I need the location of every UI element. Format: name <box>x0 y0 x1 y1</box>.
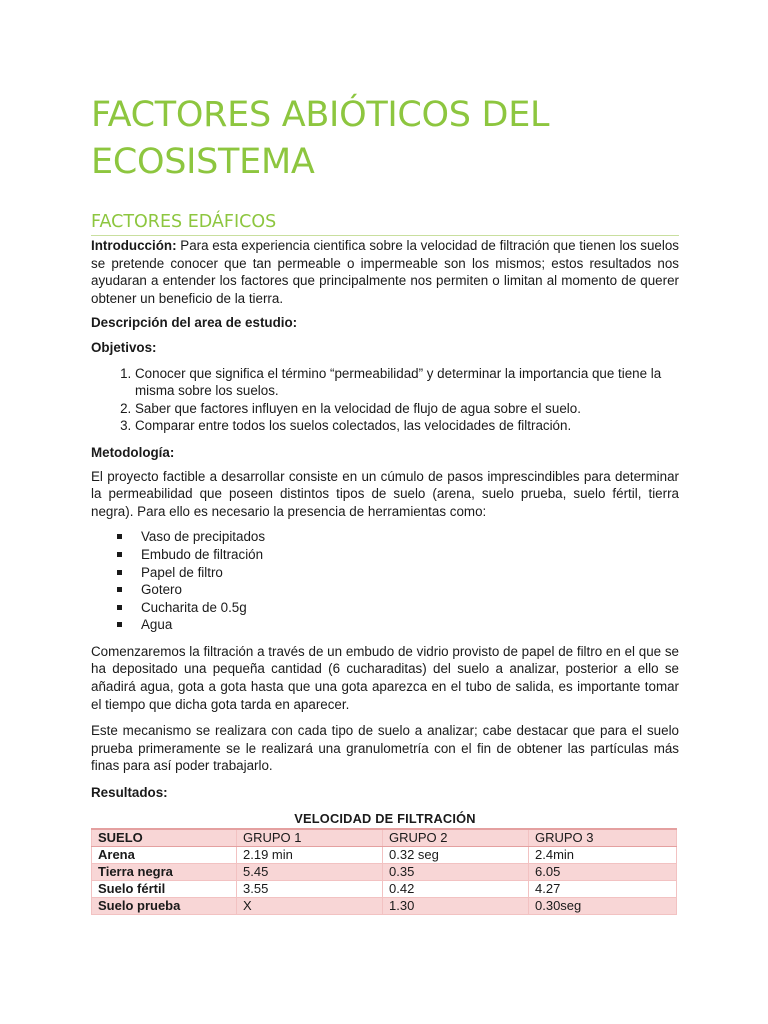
table-cell: Arena <box>92 847 237 864</box>
table-cell: Suelo prueba <box>92 898 237 915</box>
document-content <box>91 92 679 915</box>
square-bullet-icon <box>117 534 122 539</box>
tool-item <box>141 581 679 599</box>
methodology-heading: Metodología: <box>91 444 175 460</box>
table-header-row <box>92 829 677 847</box>
tool-label: Gotero <box>141 582 182 598</box>
intro-text: Para esta experiencia cientifica sobre la velocidad de filtración que tienen los suelos se pretende conocer que tan permeable o impermeable son los mismos; estos resultados nos ayudaran a entender los factores que principalmente nos permiten o limitan al momento de querer obtener un beneficio de la tierra. <box>91 238 679 306</box>
table-cell: 3.55 <box>237 881 383 898</box>
tools-list <box>91 528 679 634</box>
objectives-heading: Objetivos: <box>91 339 157 355</box>
table-cell: 0.35 <box>383 864 529 881</box>
tool-item <box>141 564 679 582</box>
title-line-2: ECOSISTEMA <box>91 142 315 182</box>
tool-label: Vaso de precipitados <box>141 529 266 545</box>
square-bullet-icon <box>117 570 122 575</box>
square-bullet-icon <box>117 587 122 592</box>
objective-item: 2. Saber que factores influyen en la velocidad de flujo de agua sobre el suelo. <box>135 400 679 418</box>
table-cell: X <box>237 898 383 915</box>
objective-item: 1. Conocer que significa el término “permeabilidad” y determinar la importancia que tiene la misma sobre los suelos. <box>135 365 679 400</box>
tool-item <box>141 528 679 546</box>
table-header-cell: GRUPO 3 <box>529 829 677 847</box>
square-bullet-icon <box>117 622 122 627</box>
tool-label: Agua <box>141 617 173 633</box>
title-line-1: FACTORES ABIÓTICOS DEL <box>91 95 550 135</box>
filtration-table <box>91 828 677 915</box>
table-cell: 0.32 seg <box>383 847 529 864</box>
intro-paragraph <box>91 237 679 307</box>
methodology-paragraph: El proyecto factible a desarrollar consiste en un cúmulo de pasos imprescindibles para determinar la permeabilidad que poseen distintos tipos de suelo (arena, suelo prueba, suelo fértil, tierra negra). Para ello es necesario la presencia de herramientas como: <box>91 468 679 519</box>
square-bullet-icon <box>117 605 122 610</box>
table-row <box>92 847 677 864</box>
table-cell: Suelo fértil <box>92 881 237 898</box>
tool-label: Embudo de filtración <box>141 546 264 562</box>
table-cell: 0.30seg <box>529 898 677 915</box>
objective-item: 3. Comparar entre todos los suelos colectados, las velocidades de filtración. <box>135 417 679 435</box>
square-bullet-icon <box>117 552 122 557</box>
procedure-paragraph-1: Comenzaremos la filtración a través de un embudo de vidrio provisto de papel de filtro en el que se ha depositado una pequeña cantidad (6 cucharaditas) del suelo a analizar, posterior a ello se añadirá agua, gota a gota hasta que una gota aparezca en el tubo de salida, es importante tomar el tiempo que dicha gota tarda en aparecer. <box>91 643 679 712</box>
objectives-list <box>91 365 679 435</box>
table-cell: Tierra negra <box>92 864 237 881</box>
table-cell: 5.45 <box>237 864 383 881</box>
section-title: FACTORES EDÁFICOS <box>91 211 679 236</box>
table-header-cell: SUELO <box>92 829 237 847</box>
table-cell: 2.19 min <box>237 847 383 864</box>
table-cell: 1.30 <box>383 898 529 915</box>
description-heading: Descripción del area de estudio: <box>91 315 298 331</box>
tool-item <box>141 616 679 634</box>
tool-label: Papel de filtro <box>141 564 223 580</box>
table-row <box>92 864 677 881</box>
procedure-paragraph-2: Este mecanismo se realizara con cada tipo de suelo a analizar; cabe destacar que para el suelo prueba primeramente se le realizará una granulometría con el fin de obtener las partículas más finas para así poder trabajarlo. <box>91 723 679 774</box>
table-title: VELOCIDAD DE FILTRACIÓN <box>294 810 476 826</box>
table-row <box>92 881 677 898</box>
tool-item <box>141 599 679 617</box>
table-header-cell: GRUPO 2 <box>383 829 529 847</box>
intro-label: Introducción: <box>91 238 177 253</box>
results-heading: Resultados: <box>91 785 168 801</box>
tool-label: Cucharita de 0.5g <box>141 599 247 615</box>
table-cell: 2.4min <box>529 847 677 864</box>
table-header-cell: GRUPO 1 <box>237 829 383 847</box>
document-title <box>91 92 679 186</box>
table-row <box>92 898 677 915</box>
table-cell: 4.27 <box>529 881 677 898</box>
table-cell: 6.05 <box>529 864 677 881</box>
tool-item <box>141 546 679 564</box>
table-cell: 0.42 <box>383 881 529 898</box>
